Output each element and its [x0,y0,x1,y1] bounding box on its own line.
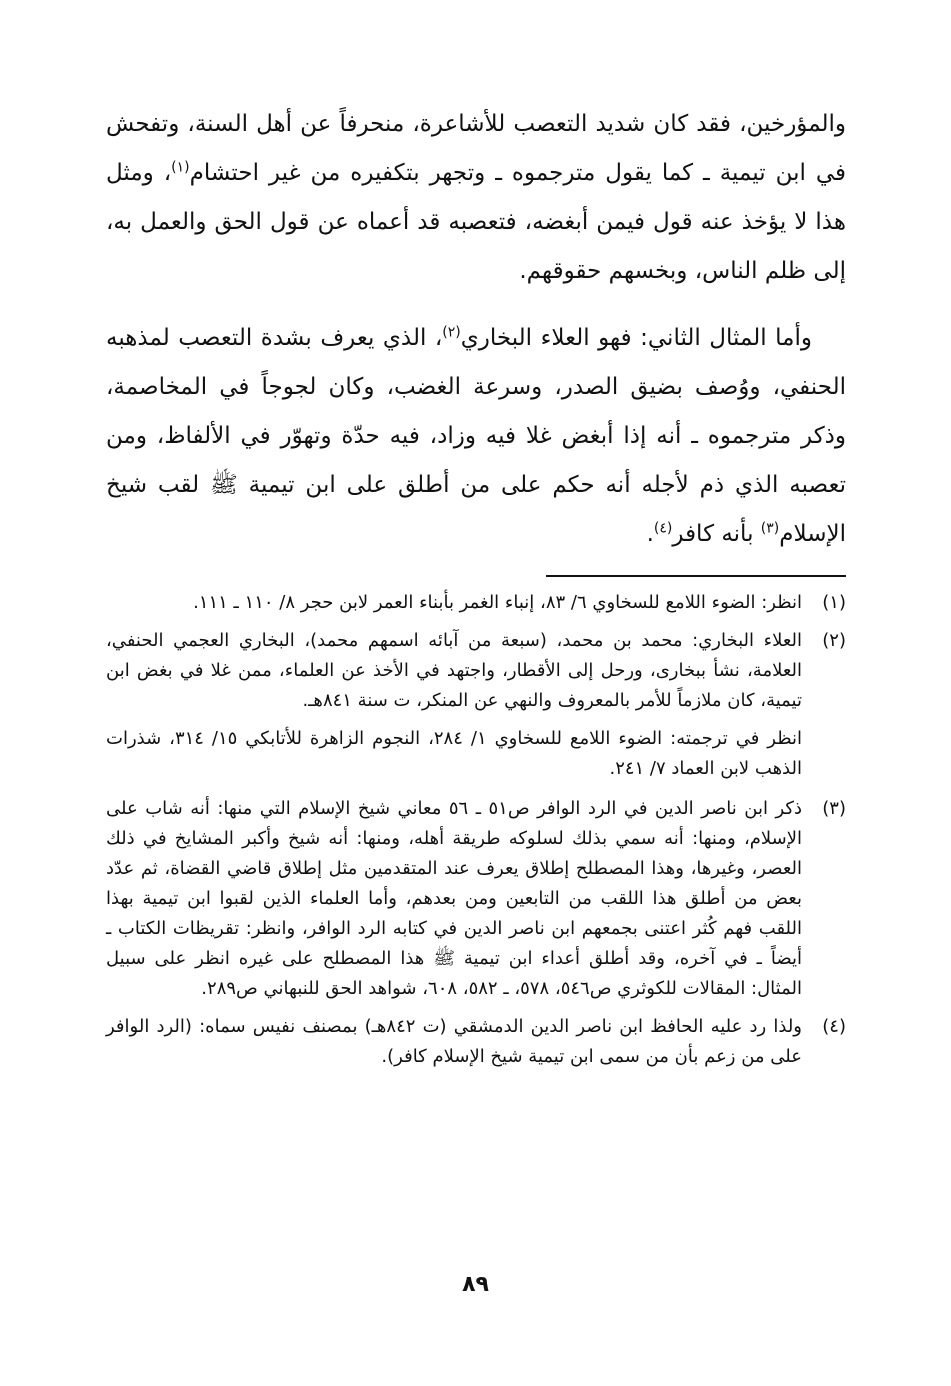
footnote-1 [106,588,846,618]
footnote-ref-4[interactable]: (٤) [653,520,673,537]
footnote-2 [106,626,846,716]
footnote-2-number: (٢) [822,630,846,651]
footnote-ref-2[interactable]: (٢) [442,324,461,341]
footnote-3-text: ذكر ابن ناصر الدين في الرد الوافر ص٥١ ـ ٥٦ معاني شيخ الإسلام التي منها: أنه شاب على الإسلام، ومنها: أنه سمي بذلك لسلوكه طريقة أهله، ومنها: أنه شيخ وأكبر المشايخ في ذلك العصر، وغيرها، وهذا المصطلح إطلاق يعرف عند المتقدمين مثل إطلاق قاضي القضاة، ثم عدّد بعض من أطلق هذا اللقب من التابعين ومن بعدهم، وأما العلماء الذين لقبوا ابن تيمية بهذا اللقب فهم كُثر اعتنى بجمعهم ابن ناصر الدين في كتابه الرد الوافر، وانظر: تقريظات الكتاب ـ أيضاً ـ في آخره، وقد أطلق أعداء ابن تيمية ﷺ هذا المصطلح على غيره انظر على سبيل المثال: المقالات للكوثري ص٥٤٦، ٥٧٨، ـ ٥٨٢، ٦٠٨، شواهد الحق للنبهاني ص٢٨٩. [106,798,802,999]
paragraph-2-end: . [646,521,654,547]
footnote-2-continuation: انظر في ترجمته: الضوء اللامع للسخاوي ١/ ٢٨٤، النجوم الزاهرة للأتابكي ١٥/ ٣١٤، شذرات الذهب لابن العماد ٧/ ٢٤١. [106,728,802,779]
paragraph-2-text-a: وأما المثال الثاني: فهو العلاء البخاري [460,325,813,351]
main-text [106,100,846,559]
footnote-3 [106,794,846,1004]
footnote-separator [546,575,846,577]
footnote-1-number: (١) [822,592,846,613]
footnote-1-text: انظر: الضوء اللامع للسخاوي ٦/ ٨٣، إنباء الغمر بأبناء العمر لابن حجر ٨/ ١١٠ ـ ١١١. [193,592,802,613]
footnote-ref-3[interactable]: (٣) [760,520,780,537]
paragraph-2-text-c: بأنه كافر [672,521,761,547]
footnote-ref-1[interactable]: (١) [171,159,190,176]
paragraph-1-text: والمؤرخين، فقد كان شديد التعصب للأشاعرة، منحرفاً عن أهل السنة، وتفحش في ابن تيمية ـ كما يقول مترجموه ـ وتجهر بتكفيره من غير احتشام [106,111,846,186]
footnote-4 [106,1012,846,1072]
paragraph-1 [106,100,846,296]
footnotes-section [106,588,846,1080]
footnote-4-text: ولذا رد عليه الحافظ ابن ناصر الدين الدمشقي (ت ٨٤٢هـ) بمصنف نفيس سماه: (الرد الوافر على من زعم بأن من سمى ابن تيمية شيخ الإسلام كافر). [106,1016,802,1067]
paragraph-2 [106,314,846,559]
footnote-2-text: العلاء البخاري: محمد بن محمد، (سبعة من آبائه اسمهم محمد)، البخاري العجمي الحنفي، العلامة، نشأ ببخارى، ورحل إلى الأقطار، واجتهد في الأخذ عن العلماء، ممن غلا في بغض ابن تيمية، كان ملازماً للأمر بالمعروف والنهي عن المنكر، ت سنة ٨٤١هـ. [106,630,802,711]
footnote-3-number: (٣) [822,798,846,819]
paragraph-1-tail: ، ومثل هذا لا يؤخذ عنه قول فيمن أبغضه، فتعصبه قد أعماه عن قول الحق والعمل به، إلى ظلم الناس، وبخسهم حقوقهم. [106,160,846,284]
paragraph-2-text-b: ، الذي يعرف بشدة التعصب لمذهبه الحنفي، ووُصف بضيق الصدر، وسرعة الغضب، وكان لجوجاً في المخاصمة، وذكر مترجموه ـ أنه إذا أبغض غلا فيه وزاد، فيه حدّة وتهوّر في الألفاظ، ومن تعصبه الذي ذم لأجله أنه حكم على من أطلق على ابن تيمية ﷺ لقب شيخ الإسلام [106,325,846,547]
footnote-4-number: (٤) [822,1016,846,1037]
page-number: ٨٩ [462,1272,489,1297]
